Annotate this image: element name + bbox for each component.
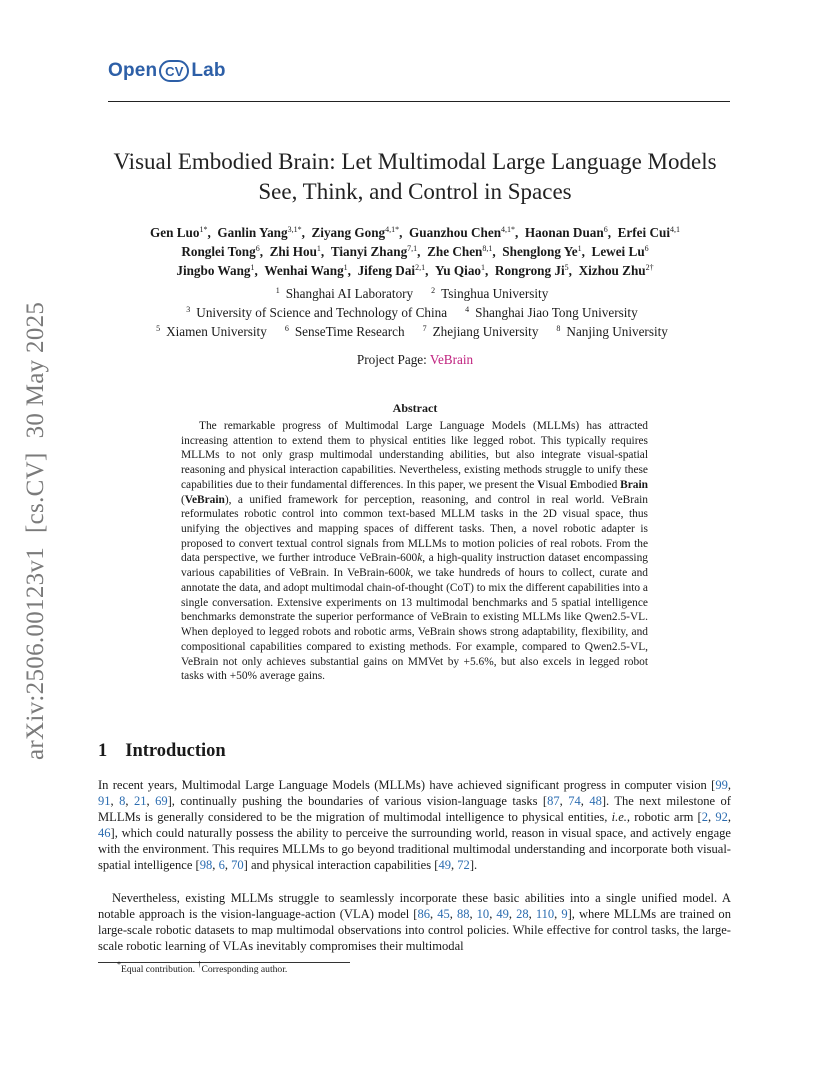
body-text: In recent years, Multimodal Large Language Models (MLLMs) have achieved significant progress in computer vision [ <box>98 778 716 792</box>
affiliation <box>285 324 411 339</box>
logo-text-lab: Lab <box>191 60 226 81</box>
author-name: Ziyang Gong <box>311 225 386 240</box>
author-name: Zhe Chen <box>427 244 483 259</box>
affiliation-mark: 7 <box>422 324 427 333</box>
footnote-mark: † <box>197 960 202 969</box>
affiliation-line-1 <box>60 284 770 303</box>
arxiv-stamp <box>22 288 50 760</box>
author-affil-mark: 5 <box>564 263 569 272</box>
footnote-rule <box>98 962 350 963</box>
author-name: Xizhou Zhu <box>578 263 646 278</box>
abstract-text: , we take hundreds of hours to collect, curate and annotate the data, and adopt multimodal chain-of-thought (CoT) to mix the different capabilities into a single conversation. Extensive experiments on 13 multimodal benchmarks and 5 spatial intelligence benchmarks demonstrate the superior performance of VeBrain to existing MLLMs like Qwen2.5-VL. When deployed to legged robots and robotic arms, VeBrain shows strong adaptability, flexibility, and compositional capabilities compared to existing methods. For example, compared to Qwen2.5-VL, VeBrain not only achieves substantial gains on MMVet by +5.6%, but also excels in legged robot tasks with +50% average gains. <box>181 567 648 683</box>
citation-link[interactable]: 49 <box>496 907 509 922</box>
body-text: Nevertheless, existing MLLMs struggle to seamlessly incorporate these basic abilities into a single unified model. A notable approach is the vision-language-action (VLA) model [ <box>98 891 731 922</box>
author-affil-mark: 8,1 <box>482 244 493 253</box>
header-rule <box>108 101 730 102</box>
intro-paragraph-1: In recent years, Multimodal Large Language Models (MLLMs) have achieved significant progress in computer vision [99, 91, 8, 21, 69], continually pushing the boundaries of various vision-language tasks [87, 74, 48]. The next milestone of MLLMs is generally considered to be the migration of multimodal intelligence to physical entities, i.e., robotic arm [2, 92, 46], which could naturally possess the ability to perceive the surrounding world, reason in visual space, and actively engage with the environment. This requires MLLMs to go beyond traditional multimodal understanding and incorporate both visual-spatial intelligence [98, 6, 70] and physical interaction capabilities [49, 72]. <box>98 778 731 873</box>
author-affil-mark: 4,1 <box>670 225 680 234</box>
author-affil-mark: 4,1* <box>501 225 516 234</box>
body-text: ], where MLLMs are trained on large-scale robotic datasets to map multimodal observations into control policies. While effective for control tasks, the large-scale robotic learning of VLAs inevitably compromises their multimodal <box>98 907 731 954</box>
author-line-2: Ronglei Tong$^6$, Zhi Hou$^1$, Tianyi Zhang$^{7,1}$, Zhe Chen$^{8,1}$, Shenglong Ye$^1$, Lewei Lu$^6$ <box>181 244 649 259</box>
author-name: Guanzhou Chen <box>409 225 502 240</box>
abstract-bold: Brain <box>620 478 648 491</box>
author-name: Tianyi Zhang <box>330 244 408 259</box>
author-name: Lewei Lu <box>591 244 645 259</box>
abstract-bold: VeBrain <box>184 493 225 506</box>
author-name: Haonan Duan <box>524 225 604 240</box>
footnote-mark: * <box>117 960 121 969</box>
affiliation <box>156 324 273 339</box>
body-text: ], which could naturally possess the ability to perceive the surrounding world, reason in visual space, and actively engage with the environment. This requires MLLMs to go beyond traditional multimodal understanding and incorporate both visual-spatial intelligence [ <box>98 826 731 873</box>
abstract-heading: Abstract <box>392 401 438 415</box>
citation-link[interactable]: 46 <box>98 826 111 841</box>
citation-link[interactable]: 74 <box>568 794 581 809</box>
affiliation-name: Shanghai AI Laboratory <box>285 286 414 301</box>
abstract-text: ( <box>181 493 185 506</box>
abstract-text: The remarkable progress of Multimodal Large Language Models (MLLMs) has attracted increasing attention to extend them to physical entities like legged robot. This typically requires MLLMs to not only grasp multimodal understanding abilities, but also integrate visual-spatial reasoning and physical interaction capabilities. Nevertheless, existing methods struggle to unify these capabilities due to their fundamental differences. In this paper, we present the <box>181 420 648 491</box>
citation-link[interactable]: 9 <box>561 907 568 922</box>
author-affil-mark: 1 <box>250 263 255 272</box>
body-text: ]. <box>469 858 478 873</box>
author-affil-mark: 6 <box>603 225 608 234</box>
author-name: Ganlin Yang <box>217 225 288 240</box>
citation-link[interactable]: 69 <box>155 794 168 809</box>
author-name: Erfei Cui <box>617 225 670 240</box>
citation-link[interactable]: 28 <box>516 907 529 922</box>
author-name: Gen Luo <box>150 225 200 240</box>
citation-link[interactable]: 110 <box>535 907 555 922</box>
title-line-1: Visual Embodied Brain: Let Multimodal Large Language Models <box>113 149 717 174</box>
affiliation-list <box>60 284 770 341</box>
affiliation <box>465 305 644 320</box>
affiliation-mark: 3 <box>186 305 191 314</box>
project-page-label: Project Page: <box>356 352 427 367</box>
affiliation <box>556 324 673 339</box>
author-name: Ronglei Tong <box>181 244 256 259</box>
author-name: Shenglong Ye <box>502 244 578 259</box>
citation-link[interactable]: 8 <box>119 794 126 809</box>
abstract-body <box>181 419 648 684</box>
affiliation-name: Nanjing University <box>566 324 668 339</box>
citation-link[interactable]: 6 <box>218 858 225 873</box>
author-line-3: Jingbo Wang$^1$, Wenhai Wang$^1$, Jifeng Dai$^{2,1}$, Yu Qiao$^1$, Rongrong Ji$^5$, Xizhou Zhu$^{2\dagger}$ <box>176 263 654 278</box>
author-affil-mark: 1 <box>577 244 582 253</box>
citation-link[interactable]: 21 <box>133 794 147 809</box>
citation-link[interactable]: 99 <box>715 778 728 792</box>
author-list <box>60 223 770 280</box>
affiliation-name: Zhejiang University <box>432 324 539 339</box>
author-line-1: Gen Luo$^{1*}$, Ganlin Yang$^{3,1*}$, Ziyang Gong$^{4,1*}$, Guanzhou Chen$^{4,1*}$, Haonan Duan$^6$, Erfei Cui$^{4,1}$ <box>150 225 680 240</box>
abstract-bold: E <box>569 478 578 491</box>
author-affil-mark: 3,1* <box>287 225 302 234</box>
affiliation-mark: 4 <box>465 305 470 314</box>
citation-link[interactable]: 10 <box>476 907 490 922</box>
citation-link[interactable]: 91 <box>98 794 111 809</box>
logo-text-open: Open <box>108 60 158 81</box>
affiliation <box>423 324 545 339</box>
author-affil-mark: 6 <box>255 244 260 253</box>
affiliation <box>186 305 453 320</box>
affiliation-line-3 <box>60 322 770 341</box>
affiliation <box>431 286 554 301</box>
affiliation-name: University of Science and Technology of China <box>196 305 448 320</box>
citation-link[interactable]: 98 <box>199 858 213 873</box>
citation-link[interactable]: 2 <box>701 810 709 825</box>
arxiv-category: [cs.CV] <box>22 452 49 533</box>
affiliation-name: Tsinghua University <box>441 286 549 301</box>
author-affil-mark: 6 <box>644 244 649 253</box>
title-line-2: See, Think, and Control in Spaces <box>258 179 572 204</box>
citation-link[interactable]: 49 <box>438 858 451 873</box>
citation-link[interactable]: 72 <box>457 858 470 873</box>
project-page <box>60 352 770 368</box>
author-name: Yu Qiao <box>434 263 482 278</box>
author-affil-mark: 2,1 <box>415 263 426 272</box>
section-number: 1 <box>98 741 108 761</box>
affiliation-name: Shanghai Jiao Tong University <box>475 305 638 320</box>
citation-link[interactable]: 88 <box>456 907 470 922</box>
body-text: ] and physical interaction capabilities [ <box>243 858 439 873</box>
affiliation-mark: 8 <box>556 324 561 333</box>
citation-link[interactable]: 70 <box>231 858 244 873</box>
citation-link[interactable]: 48 <box>589 794 602 809</box>
citation-link[interactable]: 87 <box>547 794 560 809</box>
author-name: Wenhai Wang <box>264 263 344 278</box>
affiliation-name: SenseTime Research <box>294 324 405 339</box>
openmmlab-logo <box>108 60 226 82</box>
abstract-bold: V <box>537 478 546 491</box>
author-affil-mark: 2† <box>645 263 654 272</box>
citation-link[interactable]: 45 <box>437 907 450 922</box>
author-name: Zhi Hou <box>269 244 317 259</box>
citation-link[interactable]: 92 <box>715 810 728 825</box>
abstract-italic: k <box>417 552 423 565</box>
abstract-text: isual <box>545 478 570 491</box>
abstract-italic: k <box>405 567 411 580</box>
citation-link[interactable]: 86 <box>417 907 431 922</box>
body-text: robotic arm [ <box>630 810 702 825</box>
affiliation-mark: 6 <box>284 324 289 333</box>
abstract-text: , a high-quality instruction dataset encompassing various capabilities of VeBrain. In VeBrain-600 <box>181 552 648 580</box>
author-name: Jifeng Dai <box>357 263 416 278</box>
author-name: Jingbo Wang <box>176 263 251 278</box>
paper-title <box>60 147 770 207</box>
footnote <box>117 960 288 975</box>
affiliation-mark: 5 <box>156 324 161 333</box>
footnote-text: Corresponding author. <box>201 964 288 975</box>
body-italic: i.e., <box>611 810 631 825</box>
author-affil-mark: 1 <box>481 263 486 272</box>
section-heading <box>98 741 226 762</box>
affiliation-line-2 <box>60 303 770 322</box>
affiliation <box>276 286 419 301</box>
author-affil-mark: 1 <box>316 244 321 253</box>
abstract-text: mbodied <box>577 478 621 491</box>
logo-cv-mark: CV <box>159 60 189 82</box>
author-affil-mark: 7,1 <box>407 244 418 253</box>
affiliation-mark: 1 <box>275 286 280 295</box>
author-affil-mark: 4,1* <box>385 225 400 234</box>
author-affil-mark: 1 <box>343 263 348 272</box>
author-name: Rongrong Ji <box>494 263 565 278</box>
intro-paragraph-2: Nevertheless, existing MLLMs struggle to seamlessly incorporate these basic abilities into a single unified model. A notable approach is the vision-language-action (VLA) model [86, 45, 88, 10, 49, 28, 110, 9], where MLLMs are trained on large-scale robotic datasets to map multimodal observations into control policies. While effective for control tasks, the large-scale robotic learning of VLAs inevitably compromises their multimodal <box>98 891 731 954</box>
body-text: ], continually pushing the boundaries of various vision-language tasks [ <box>167 794 548 809</box>
section-title: Introduction <box>125 741 226 761</box>
author-affil-mark: 1* <box>199 225 208 234</box>
footnote-text: Equal contribution. <box>121 964 198 975</box>
arxiv-date: 30 May 2025 <box>22 301 49 439</box>
affiliation-name: Xiamen University <box>166 324 267 339</box>
affiliation-mark: 2 <box>431 286 436 295</box>
abstract-text: ), a unified framework for perception, reasoning, and control in real world. VeBrain reformulates robotic control into common text-based MLLM tasks in the 2D visual space, thus unifying the objectives and mapping spaces of different tasks. Then, a novel robotic adapter is proposed to convert textual control signals from MLLMs to motion policies of real robots. From the data perspective, we further introduce VeBrain-600 <box>181 493 648 565</box>
arxiv-id[interactable]: arXiv:2506.00123v1 <box>22 546 49 760</box>
body-text: ]. The next milestone of MLLMs is generally considered to be the migration of multimodal intelligence to physical entities, <box>98 794 731 825</box>
project-page-link[interactable]: VeBrain <box>429 352 474 367</box>
